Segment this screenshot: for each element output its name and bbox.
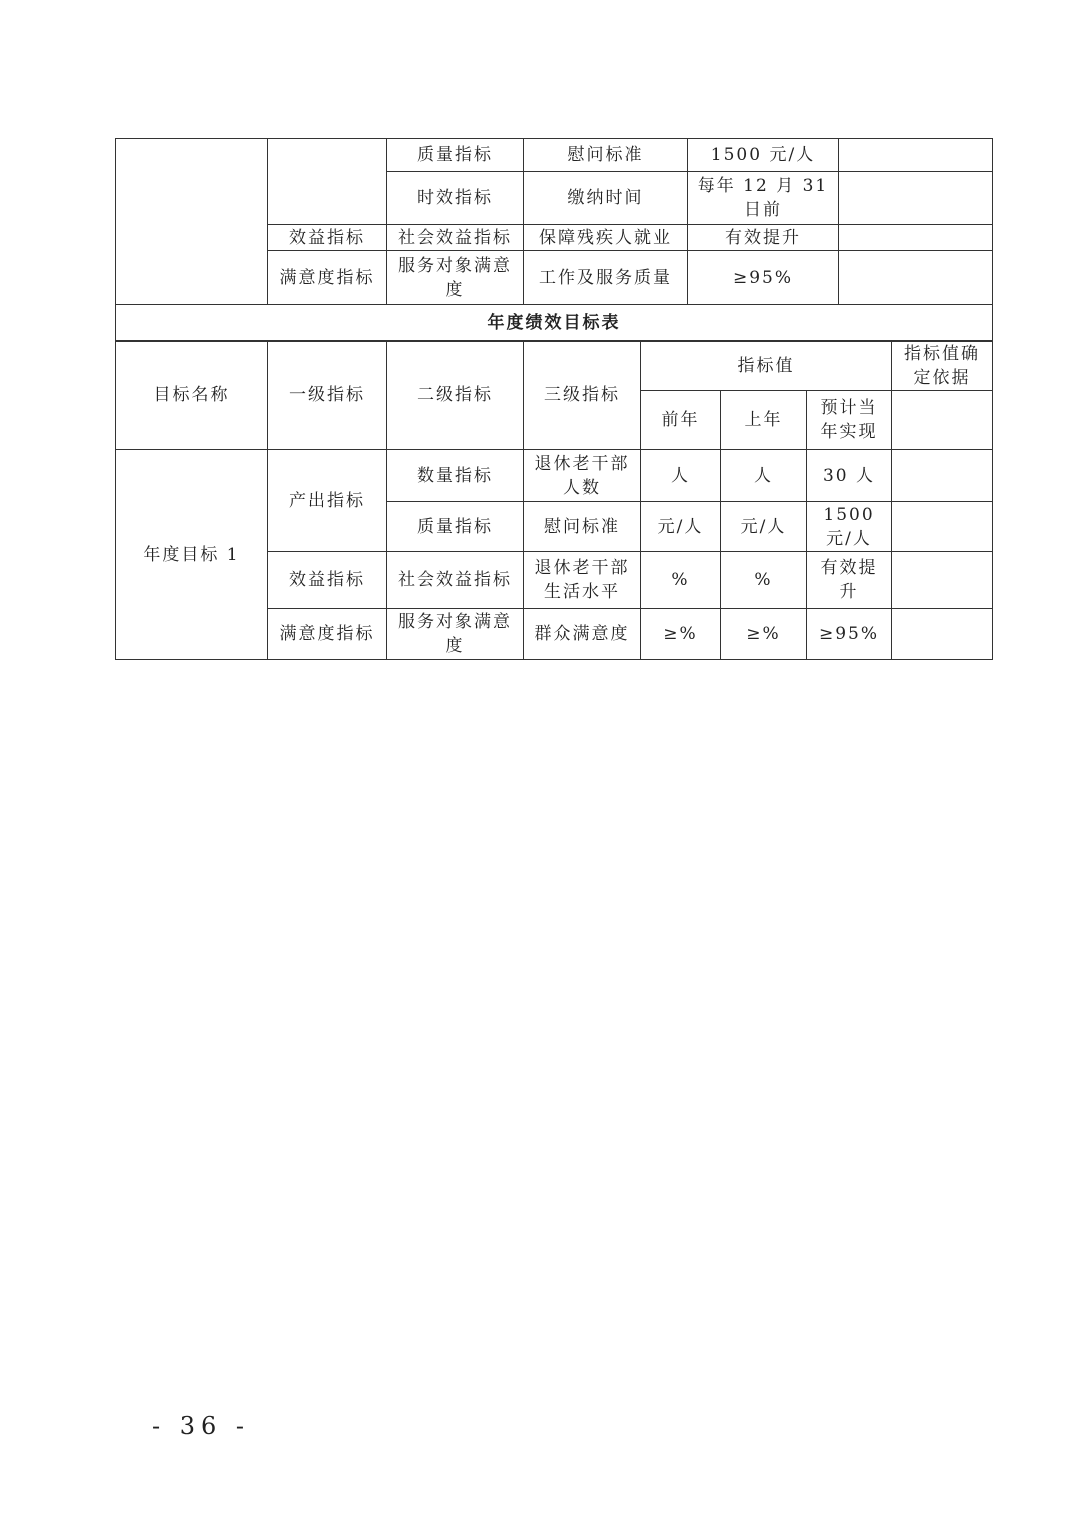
prev-year-cell: 人 bbox=[641, 450, 721, 502]
value-cell: 1500 元/人 bbox=[688, 139, 839, 172]
header-last-year: 上年 bbox=[721, 391, 807, 450]
level1-cell: 产出指标 bbox=[268, 450, 387, 552]
header-level2: 二级指标 bbox=[387, 341, 524, 450]
level3-cell: 慰问标准 bbox=[524, 139, 688, 172]
last-year-cell: 人 bbox=[721, 450, 807, 502]
basis-cell bbox=[892, 450, 993, 502]
basis-cell bbox=[839, 225, 993, 251]
prev-year-cell: ≥% bbox=[641, 609, 721, 660]
basis-cell bbox=[892, 502, 993, 552]
level1-cell: 满意度指标 bbox=[268, 609, 387, 660]
level2-cell: 服务对象满意度 bbox=[387, 251, 524, 305]
level3-cell: 缴纳时间 bbox=[524, 172, 688, 225]
level1-cell bbox=[268, 139, 387, 225]
level2-cell: 质量指标 bbox=[387, 502, 524, 552]
level2-cell: 社会效益指标 bbox=[387, 552, 524, 609]
annual-goal-table bbox=[115, 340, 993, 660]
header-expected: 预计当年实现 bbox=[807, 391, 892, 450]
expected-cell: 30 人 bbox=[807, 450, 892, 502]
level1-cell: 满意度指标 bbox=[268, 251, 387, 305]
basis-cell bbox=[892, 609, 993, 660]
goal-name-cell bbox=[116, 139, 268, 305]
header-row bbox=[116, 341, 993, 391]
header-prev-year: 前年 bbox=[641, 391, 721, 450]
level1-cell: 效益指标 bbox=[268, 552, 387, 609]
prev-year-cell: 元/人 bbox=[641, 502, 721, 552]
level2-cell: 数量指标 bbox=[387, 450, 524, 502]
last-year-cell: ≥% bbox=[721, 609, 807, 660]
page-number: - 36 - bbox=[152, 1412, 251, 1440]
level3-cell: 慰问标准 bbox=[524, 502, 641, 552]
table-row bbox=[116, 139, 993, 172]
value-cell: ≥95% bbox=[688, 251, 839, 305]
last-year-cell: 元/人 bbox=[721, 502, 807, 552]
table-title: 年度绩效目标表 bbox=[116, 305, 993, 342]
level1-cell: 效益指标 bbox=[268, 225, 387, 251]
value-cell: 有效提升 bbox=[688, 225, 839, 251]
continuation-table bbox=[115, 138, 993, 342]
level2-cell: 时效指标 bbox=[387, 172, 524, 225]
table-row bbox=[116, 450, 993, 502]
level3-cell: 保障残疾人就业 bbox=[524, 225, 688, 251]
header-goal-name: 目标名称 bbox=[116, 341, 268, 450]
expected-cell: 有效提升 bbox=[807, 552, 892, 609]
level3-cell: 退休老干部人数 bbox=[524, 450, 641, 502]
expected-cell: 1500 元/人 bbox=[807, 502, 892, 552]
basis-cell bbox=[839, 172, 993, 225]
header-level1: 一级指标 bbox=[268, 341, 387, 450]
last-year-cell: % bbox=[721, 552, 807, 609]
table-title-row bbox=[116, 305, 993, 342]
prev-year-cell: % bbox=[641, 552, 721, 609]
level3-cell: 群众满意度 bbox=[524, 609, 641, 660]
header-level3: 三级指标 bbox=[524, 341, 641, 450]
value-cell: 每年 12 月 31 日前 bbox=[688, 172, 839, 225]
header-basis: 指标值确定依据 bbox=[892, 341, 993, 391]
basis-cell bbox=[839, 139, 993, 172]
level3-cell: 工作及服务质量 bbox=[524, 251, 688, 305]
basis-cell bbox=[892, 552, 993, 609]
level3-cell: 退休老干部生活水平 bbox=[524, 552, 641, 609]
basis-cell bbox=[892, 391, 993, 450]
level2-cell: 质量指标 bbox=[387, 139, 524, 172]
goal-name-cell: 年度目标 1 bbox=[116, 450, 268, 660]
expected-cell: ≥95% bbox=[807, 609, 892, 660]
header-indicator-value: 指标值 bbox=[641, 341, 892, 391]
basis-cell bbox=[839, 251, 993, 305]
level2-cell: 服务对象满意度 bbox=[387, 609, 524, 660]
level2-cell: 社会效益指标 bbox=[387, 225, 524, 251]
